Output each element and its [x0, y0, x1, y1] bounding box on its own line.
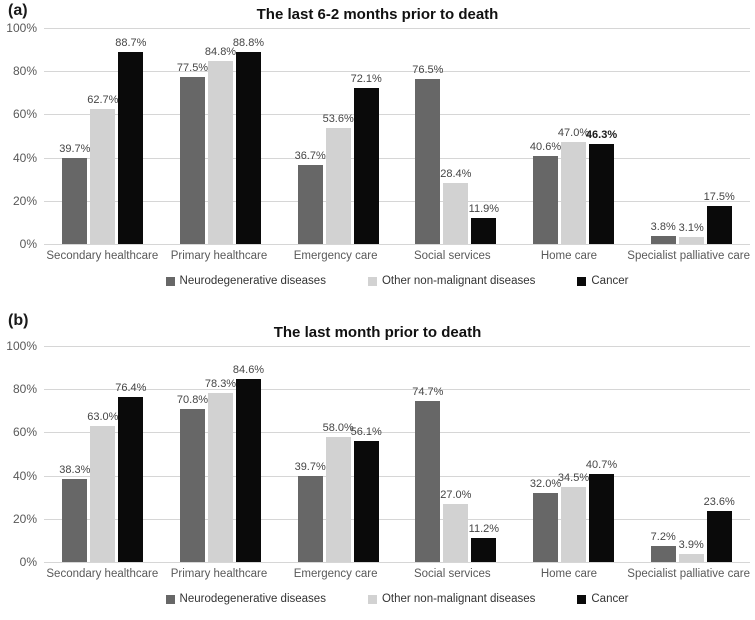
bar-other-non-malignant-diseases — [204, 377, 237, 562]
category-label: Social services — [413, 250, 491, 262]
panel-b-bar-groups — [44, 346, 750, 562]
y-axis-tick-label: 20% — [12, 511, 37, 526]
panel-b-category-labels — [44, 568, 750, 580]
bar-value-label: 76.5% — [412, 63, 444, 76]
bar-value-label: 72.1% — [350, 73, 382, 86]
bar-group-home-care — [515, 28, 633, 244]
bar-other-non-malignant-diseases — [440, 488, 472, 562]
bar-neurodegenerative-diseases — [529, 477, 562, 562]
bar-value-label: 32.0% — [529, 477, 562, 490]
panel-a-legend — [44, 275, 750, 287]
legend-color-swatch-icon — [577, 277, 586, 286]
category-label: Emergency care — [293, 250, 378, 262]
y-axis-tick-label: 60% — [12, 425, 37, 440]
bar-neurodegenerative-diseases — [650, 531, 676, 562]
legend-item-neurodegenerative-diseases — [166, 275, 326, 287]
bar-value-label: 3.1% — [678, 222, 704, 235]
bar-other-non-malignant-diseases — [678, 222, 704, 244]
legend-label: Neurodegenerative diseases — [179, 593, 326, 605]
bar-value-label: 3.8% — [650, 220, 676, 233]
bar-neurodegenerative-diseases — [650, 220, 676, 244]
bar-cancer — [350, 425, 382, 562]
bar-neurodegenerative-diseases — [412, 385, 444, 562]
bar-value-label: 62.7% — [87, 93, 119, 106]
y-axis-tick-label: 0% — [19, 237, 37, 251]
bar-value-label: 36.7% — [294, 149, 326, 162]
bar-value-label: 3.9% — [678, 538, 704, 551]
bar-value-label: 40.6% — [529, 141, 562, 154]
bar-value-label: 84.8% — [204, 45, 237, 58]
legend-item-neurodegenerative-diseases — [166, 593, 326, 605]
bar-value-label: 34.5% — [557, 472, 590, 485]
panel-a-bar-groups — [44, 28, 750, 244]
y-axis-tick-label: 80% — [12, 382, 37, 397]
bar-value-label: 40.7% — [585, 459, 618, 472]
panel-b-title: The last month prior to death — [273, 324, 482, 341]
bar-value-label: 58.0% — [322, 421, 354, 434]
y-axis-tick-label: 60% — [12, 107, 37, 122]
category-label: Secondary healthcare — [46, 250, 159, 262]
y-axis-tick-label: 40% — [12, 468, 37, 483]
panel-a-header — [0, 0, 755, 24]
bar-cancer — [350, 73, 382, 244]
bar-cancer — [703, 496, 735, 562]
bar-value-label: 23.6% — [703, 496, 735, 509]
bar-value-label: 28.4% — [440, 167, 472, 180]
y-axis-tick-label: 80% — [12, 64, 37, 79]
bar-neurodegenerative-diseases — [59, 143, 91, 244]
bar-cancer — [703, 191, 735, 244]
bar-value-label: 53.6% — [322, 113, 354, 126]
legend-item-other-non-malignant-diseases — [368, 593, 535, 605]
bar-other-non-malignant-diseases — [557, 472, 590, 562]
gridline — [44, 244, 750, 245]
bar-group-specialist-palliative-care — [632, 346, 750, 562]
bar-value-label: 70.8% — [176, 394, 209, 407]
panel-b-y-axis — [0, 339, 44, 569]
bar-other-non-malignant-diseases — [204, 45, 237, 244]
bar-value-label: 88.7% — [115, 37, 147, 50]
bar-value-label: 38.3% — [59, 464, 91, 477]
panel-a-y-axis — [0, 21, 44, 251]
bar-group-emergency-care — [279, 28, 397, 244]
category-label: Home care — [540, 568, 598, 580]
bar-value-label: 63.0% — [87, 410, 119, 423]
bar-value-label: 39.7% — [59, 143, 91, 156]
bar-value-label: 27.0% — [440, 488, 472, 501]
legend-label: Other non-malignant diseases — [381, 593, 536, 605]
bar-other-non-malignant-diseases — [557, 127, 590, 244]
bar-cancer — [585, 459, 618, 562]
y-axis-tick-label: 0% — [19, 555, 37, 569]
bar-cancer — [115, 37, 147, 244]
bar-other-non-malignant-diseases — [87, 93, 119, 244]
bar-value-label: 17.5% — [703, 191, 735, 204]
legend-color-swatch-icon — [166, 595, 175, 604]
bar-group-specialist-palliative-care — [632, 28, 750, 244]
panel-b-label: (b) — [8, 312, 29, 329]
bar-group-primary-healthcare — [162, 346, 280, 562]
bar-neurodegenerative-diseases — [59, 464, 91, 562]
bar-value-label: 88.8% — [232, 37, 265, 50]
legend-item-other-non-malignant-diseases — [368, 275, 535, 287]
bar-cancer — [232, 364, 265, 562]
bar-neurodegenerative-diseases — [176, 61, 209, 244]
bar-cancer — [468, 522, 500, 562]
bar-value-label: 11.2% — [468, 522, 500, 535]
legend-label: Neurodegenerative diseases — [179, 275, 326, 287]
bar-cancer — [232, 37, 265, 244]
category-label: Primary healthcare — [170, 568, 268, 580]
bar-group-social-services — [397, 346, 515, 562]
category-label: Emergency care — [293, 568, 378, 580]
panel-a-title: The last 6-2 months prior to death — [256, 6, 499, 23]
bar-value-label: 84.6% — [232, 364, 265, 377]
legend-label: Cancer — [591, 593, 629, 605]
category-label: Secondary healthcare — [46, 568, 159, 580]
gridline — [44, 562, 750, 563]
bar-value-label: 74.7% — [412, 385, 444, 398]
bar-value-label: 39.7% — [294, 461, 326, 474]
bar-other-non-malignant-diseases — [322, 421, 354, 562]
bar-neurodegenerative-diseases — [412, 63, 444, 244]
panel-a-plot-area — [44, 28, 750, 244]
category-label: Home care — [540, 250, 598, 262]
bar-group-primary-healthcare — [162, 28, 280, 244]
bar-group-home-care — [515, 346, 633, 562]
legend-label: Cancer — [591, 275, 629, 287]
panel-b-plot-area — [44, 346, 750, 562]
legend-color-swatch-icon — [166, 277, 175, 286]
bar-group-social-services — [397, 28, 515, 244]
bar-cancer — [468, 203, 500, 244]
legend-label: Other non-malignant diseases — [381, 275, 536, 287]
legend-color-swatch-icon — [368, 595, 377, 604]
y-axis-tick-label: 20% — [12, 193, 37, 208]
category-label: Specialist palliative care — [627, 568, 751, 580]
panel-a-category-labels — [44, 250, 750, 262]
category-label: Primary healthcare — [170, 250, 268, 262]
panel-a-chart-body — [0, 21, 750, 251]
bar-value-label: 78.3% — [204, 377, 237, 390]
bar-value-label: 47.0% — [557, 127, 590, 140]
legend-color-swatch-icon — [368, 277, 377, 286]
bar-value-label: 56.1% — [350, 425, 382, 438]
bar-value-label: 7.2% — [650, 531, 676, 544]
bar-other-non-malignant-diseases — [678, 538, 704, 562]
category-label: Specialist palliative care — [627, 250, 751, 262]
legend-item-cancer — [577, 593, 628, 605]
bar-cancer — [115, 381, 147, 562]
bar-other-non-malignant-diseases — [87, 410, 119, 562]
category-label: Social services — [413, 568, 491, 580]
bar-value-label: 77.5% — [176, 61, 209, 74]
bar-group-emergency-care — [279, 346, 397, 562]
panel-b-legend — [44, 593, 750, 605]
y-axis-tick-label: 100% — [6, 21, 37, 35]
bar-group-secondary-healthcare — [44, 346, 162, 562]
bar-value-label: 76.4% — [115, 381, 147, 394]
bar-other-non-malignant-diseases — [440, 167, 472, 244]
y-axis-tick-label: 100% — [6, 339, 37, 353]
panel-b — [0, 310, 755, 620]
y-axis-tick-label: 40% — [12, 150, 37, 165]
bar-group-secondary-healthcare — [44, 28, 162, 244]
legend-color-swatch-icon — [577, 595, 586, 604]
panel-a-label: (a) — [8, 2, 28, 19]
bar-value-label: 46.3% — [585, 129, 618, 141]
panel-b-chart-body — [0, 339, 750, 569]
bar-value-label: 11.9% — [468, 203, 500, 216]
bar-neurodegenerative-diseases — [176, 394, 209, 562]
bar-neurodegenerative-diseases — [529, 141, 562, 244]
bar-neurodegenerative-diseases — [294, 149, 326, 244]
bar-other-non-malignant-diseases — [322, 113, 354, 244]
bar-neurodegenerative-diseases — [294, 461, 326, 562]
bar-cancer — [585, 129, 618, 244]
panel-b-header — [0, 310, 755, 342]
legend-item-cancer — [577, 275, 628, 287]
